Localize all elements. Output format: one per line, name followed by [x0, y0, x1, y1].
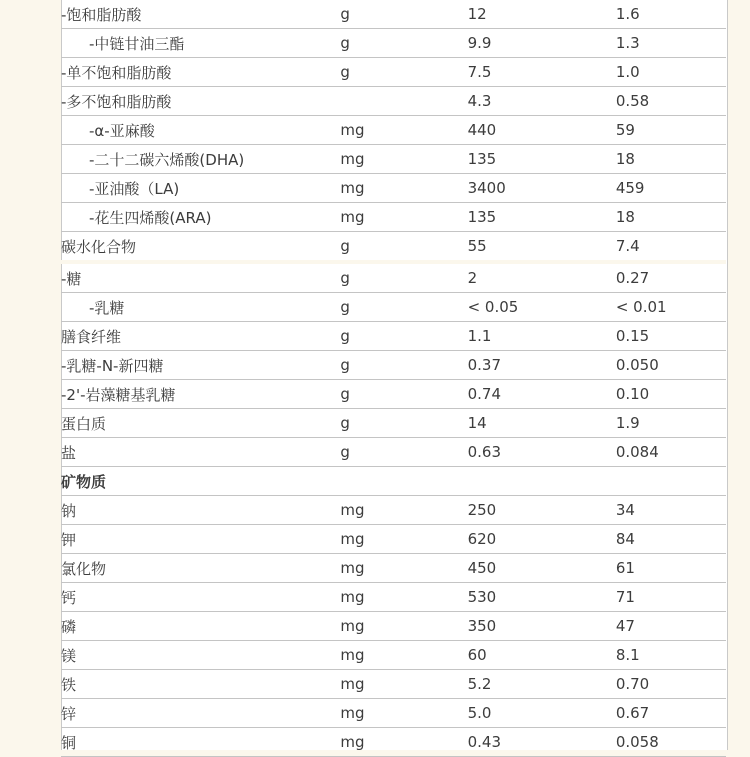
nutrient-value-per-100ml: 1.0	[616, 58, 726, 87]
nutrient-value-per-100ml: 0.084	[616, 438, 726, 467]
nutrient-unit: mg	[340, 203, 467, 232]
nutrient-value-per-100ml: 71	[616, 583, 726, 612]
nutrient-name: 铁	[61, 670, 340, 699]
nutrient-value-per-100ml: 34	[616, 496, 726, 525]
nutrient-unit: mg	[340, 583, 467, 612]
nutrient-value-per-100g: 450	[468, 554, 616, 583]
nutrient-value-per-100g: 5.0	[468, 699, 616, 728]
nutrient-value-per-100g: 5.2	[468, 670, 616, 699]
nutrient-value-per-100g: 12	[468, 0, 616, 29]
table-row	[61, 87, 726, 116]
nutrient-name: 氯化物	[61, 554, 340, 583]
nutrient-value-per-100ml: 61	[616, 554, 726, 583]
nutrient-name: 镁	[61, 641, 340, 670]
nutrient-value-per-100g: 135	[468, 145, 616, 174]
nutrient-value-per-100g: 0.63	[468, 438, 616, 467]
nutrient-value-per-100ml: 1.3	[616, 29, 726, 58]
nutrient-name: 磷	[61, 612, 340, 641]
table-row	[61, 380, 726, 409]
nutrient-value-per-100ml: 0.67	[616, 699, 726, 728]
nutrient-unit: mg	[340, 612, 467, 641]
nutrient-name: 盐	[61, 438, 340, 467]
nutrient-value-per-100g: 55	[468, 232, 616, 263]
table-row	[61, 0, 726, 29]
nutrient-unit: g	[340, 232, 467, 263]
nutrient-value-per-100ml: 18	[616, 203, 726, 232]
nutrient-name: 矿物质	[61, 467, 340, 496]
nutrient-value-per-100ml: 7.4	[616, 232, 726, 263]
nutrient-value-per-100ml: 0.70	[616, 670, 726, 699]
nutrient-value-per-100ml	[616, 467, 726, 496]
nutrient-value-per-100g: 250	[468, 496, 616, 525]
nutrient-name: -糖	[61, 262, 340, 293]
nutrient-value-per-100g	[468, 467, 616, 496]
nutrient-name: -饱和脂肪酸	[61, 0, 340, 29]
table-row	[61, 467, 726, 496]
nutrient-unit: g	[340, 351, 467, 380]
table-row	[61, 293, 726, 322]
nutrient-value-per-100g: 60	[468, 641, 616, 670]
nutrient-unit: mg	[340, 174, 467, 203]
nutrient-unit: mg	[340, 728, 467, 757]
nutrient-value-per-100ml: 0.27	[616, 262, 726, 293]
table-row	[61, 612, 726, 641]
nutrient-value-per-100g: 7.5	[468, 58, 616, 87]
table-row	[61, 409, 726, 438]
table-row	[61, 438, 726, 467]
nutrient-unit: g	[340, 322, 467, 351]
nutrient-value-per-100g: 9.9	[468, 29, 616, 58]
table-row	[61, 58, 726, 87]
nutrient-name: 膳食纤维	[61, 322, 340, 351]
table-row	[61, 670, 726, 699]
nutrient-value-per-100g: 0.37	[468, 351, 616, 380]
nutrient-name: 钾	[61, 525, 340, 554]
table-row	[61, 525, 726, 554]
nutrient-unit: mg	[340, 145, 467, 174]
nutrient-value-per-100ml: 0.050	[616, 351, 726, 380]
nutrient-unit: g	[340, 58, 467, 87]
nutrient-value-per-100ml: 47	[616, 612, 726, 641]
nutrient-name: 铜	[61, 728, 340, 757]
nutrient-value-per-100g: 620	[468, 525, 616, 554]
nutrient-value-per-100g: 3400	[468, 174, 616, 203]
nutrient-name: -乳糖-N-新四糖	[61, 351, 340, 380]
nutrient-value-per-100ml: 459	[616, 174, 726, 203]
nutrition-table	[61, 0, 726, 757]
nutrient-name: -二十二碳六烯酸(DHA)	[61, 145, 340, 174]
table-row	[61, 29, 726, 58]
nutrient-unit: g	[340, 293, 467, 322]
nutrient-unit: mg	[340, 699, 467, 728]
nutrient-unit	[340, 467, 467, 496]
nutrient-name: 钙	[61, 583, 340, 612]
nutrient-value-per-100ml: 8.1	[616, 641, 726, 670]
table-row	[61, 641, 726, 670]
nutrient-value-per-100g: 135	[468, 203, 616, 232]
nutrient-unit: mg	[340, 641, 467, 670]
nutrient-value-per-100g: 530	[468, 583, 616, 612]
nutrient-name: -乳糖	[61, 293, 340, 322]
table-row	[61, 232, 726, 263]
nutrient-value-per-100ml: 0.10	[616, 380, 726, 409]
nutrient-name: -α-亚麻酸	[61, 116, 340, 145]
nutrient-unit: mg	[340, 554, 467, 583]
nutrient-value-per-100ml: 84	[616, 525, 726, 554]
nutrient-value-per-100ml: 59	[616, 116, 726, 145]
nutrient-unit: g	[340, 0, 467, 29]
nutrient-unit: mg	[340, 525, 467, 554]
nutrient-value-per-100g: 350	[468, 612, 616, 641]
nutrient-value-per-100g: < 0.05	[468, 293, 616, 322]
nutrient-name: 锌	[61, 699, 340, 728]
table-row	[61, 322, 726, 351]
nutrient-value-per-100g: 4.3	[468, 87, 616, 116]
nutrient-unit	[340, 87, 467, 116]
table-row	[61, 262, 726, 293]
table-row	[61, 728, 726, 757]
nutrient-unit: g	[340, 380, 467, 409]
table-row	[61, 116, 726, 145]
nutrient-value-per-100g: 1.1	[468, 322, 616, 351]
table-row	[61, 174, 726, 203]
nutrient-value-per-100ml: 18	[616, 145, 726, 174]
nutrient-name: 碳水化合物	[61, 232, 340, 263]
table-row	[61, 496, 726, 525]
nutrient-unit: g	[340, 438, 467, 467]
nutrient-name: 钠	[61, 496, 340, 525]
nutrient-unit: mg	[340, 116, 467, 145]
nutrient-value-per-100g: 14	[468, 409, 616, 438]
nutrient-name: -多不饱和脂肪酸	[61, 87, 340, 116]
nutrient-value-per-100ml: 1.9	[616, 409, 726, 438]
table-row	[61, 554, 726, 583]
table-row	[61, 203, 726, 232]
nutrient-value-per-100g: 440	[468, 116, 616, 145]
nutrient-unit: g	[340, 409, 467, 438]
nutrient-unit: mg	[340, 670, 467, 699]
nutrient-name: -中链甘油三酯	[61, 29, 340, 58]
nutrient-unit: g	[340, 262, 467, 293]
table-row	[61, 145, 726, 174]
nutrient-unit: mg	[340, 496, 467, 525]
table-row	[61, 699, 726, 728]
nutrient-name: -单不饱和脂肪酸	[61, 58, 340, 87]
nutrient-value-per-100g: 2	[468, 262, 616, 293]
nutrition-table-body	[61, 0, 726, 757]
nutrient-name: -2'-岩藻糖基乳糖	[61, 380, 340, 409]
nutrient-unit: g	[340, 29, 467, 58]
table-row	[61, 583, 726, 612]
nutrient-value-per-100ml: 1.6	[616, 0, 726, 29]
table-row	[61, 351, 726, 380]
nutrient-value-per-100g: 0.43	[468, 728, 616, 757]
nutrient-value-per-100ml: 0.58	[616, 87, 726, 116]
nutrient-value-per-100g: 0.74	[468, 380, 616, 409]
nutrient-name: 蛋白质	[61, 409, 340, 438]
nutrient-value-per-100ml: 0.058	[616, 728, 726, 757]
nutrient-value-per-100ml: 0.15	[616, 322, 726, 351]
nutrient-name: -花生四烯酸(ARA)	[61, 203, 340, 232]
nutrient-name: -亚油酸（LA)	[61, 174, 340, 203]
nutrient-value-per-100ml: < 0.01	[616, 293, 726, 322]
